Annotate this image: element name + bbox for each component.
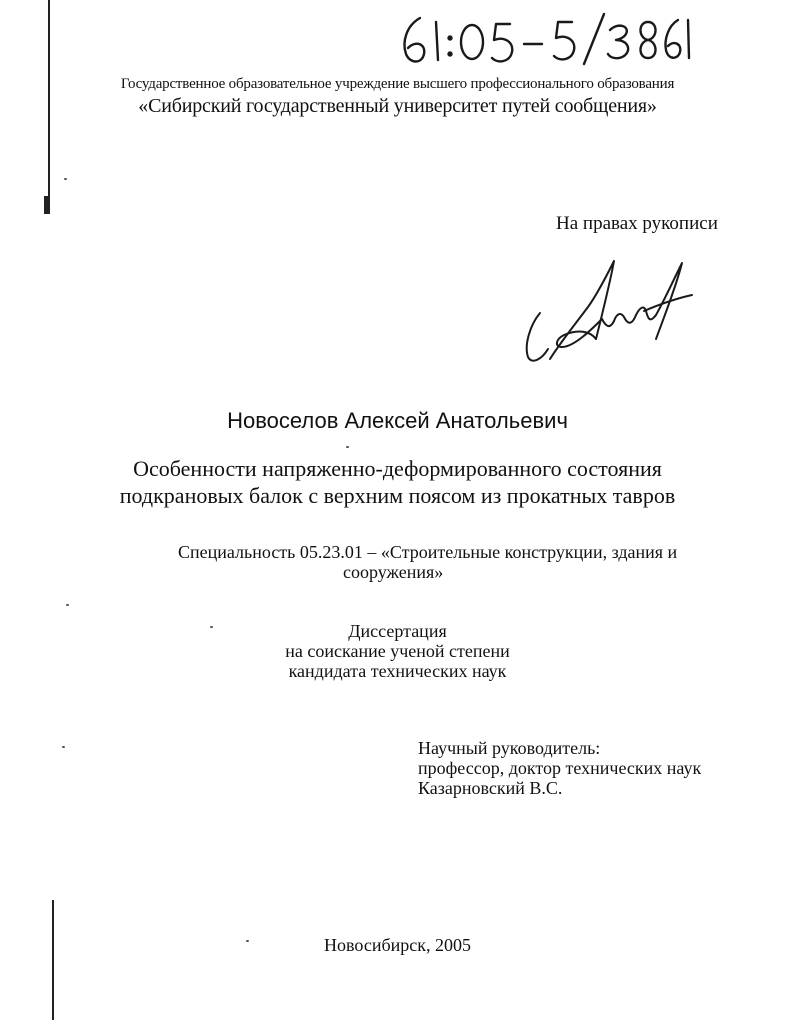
specialty-line-1: Специальность 05.23.01 – «Строительные конструкции, здания и — [178, 542, 678, 562]
degree-line-1: Диссертация — [348, 621, 447, 641]
advisor-line-2: профессор, доктор технических наук — [418, 758, 702, 778]
dissertation-title — [0, 455, 795, 509]
advisor-line-1: Научный руководитель: — [418, 738, 601, 758]
advisor-line-3: Казарновский В.С. — [418, 778, 563, 798]
archive-number-handwritten — [392, 8, 692, 70]
title-line-1: Особенности напряженно-деформированного состояния — [133, 456, 662, 481]
specialty — [178, 542, 698, 582]
author-signature — [516, 255, 696, 367]
scan-edge-line-bottom — [52, 900, 54, 1020]
city-year: Новосибирск, 2005 — [324, 935, 471, 955]
institution-name: «Сибирский государственный университет путей сообщения» — [138, 95, 657, 117]
scan-speck — [64, 178, 67, 180]
scan-speck — [62, 746, 65, 748]
institution-type: Государственное образовательное учреждение высшего профессионального образования — [120, 76, 675, 92]
scientific-advisor — [418, 738, 701, 798]
degree-line-3: кандидата технических наук — [288, 661, 507, 681]
degree-line-2: на соискание ученой степени — [285, 641, 510, 661]
scan-speck — [346, 446, 349, 448]
scan-speck — [66, 604, 69, 606]
rights-note: На правах рукописи — [556, 213, 718, 234]
dissertation-degree — [0, 621, 795, 681]
title-line-2: подкрановых балок с верхним поясом из прокатных тавров — [119, 483, 676, 508]
scan-edge-mark — [44, 196, 50, 214]
author-name: Новоселов Алексей Анатольевич — [227, 408, 568, 433]
specialty-line-2: сооружения» — [343, 562, 444, 582]
